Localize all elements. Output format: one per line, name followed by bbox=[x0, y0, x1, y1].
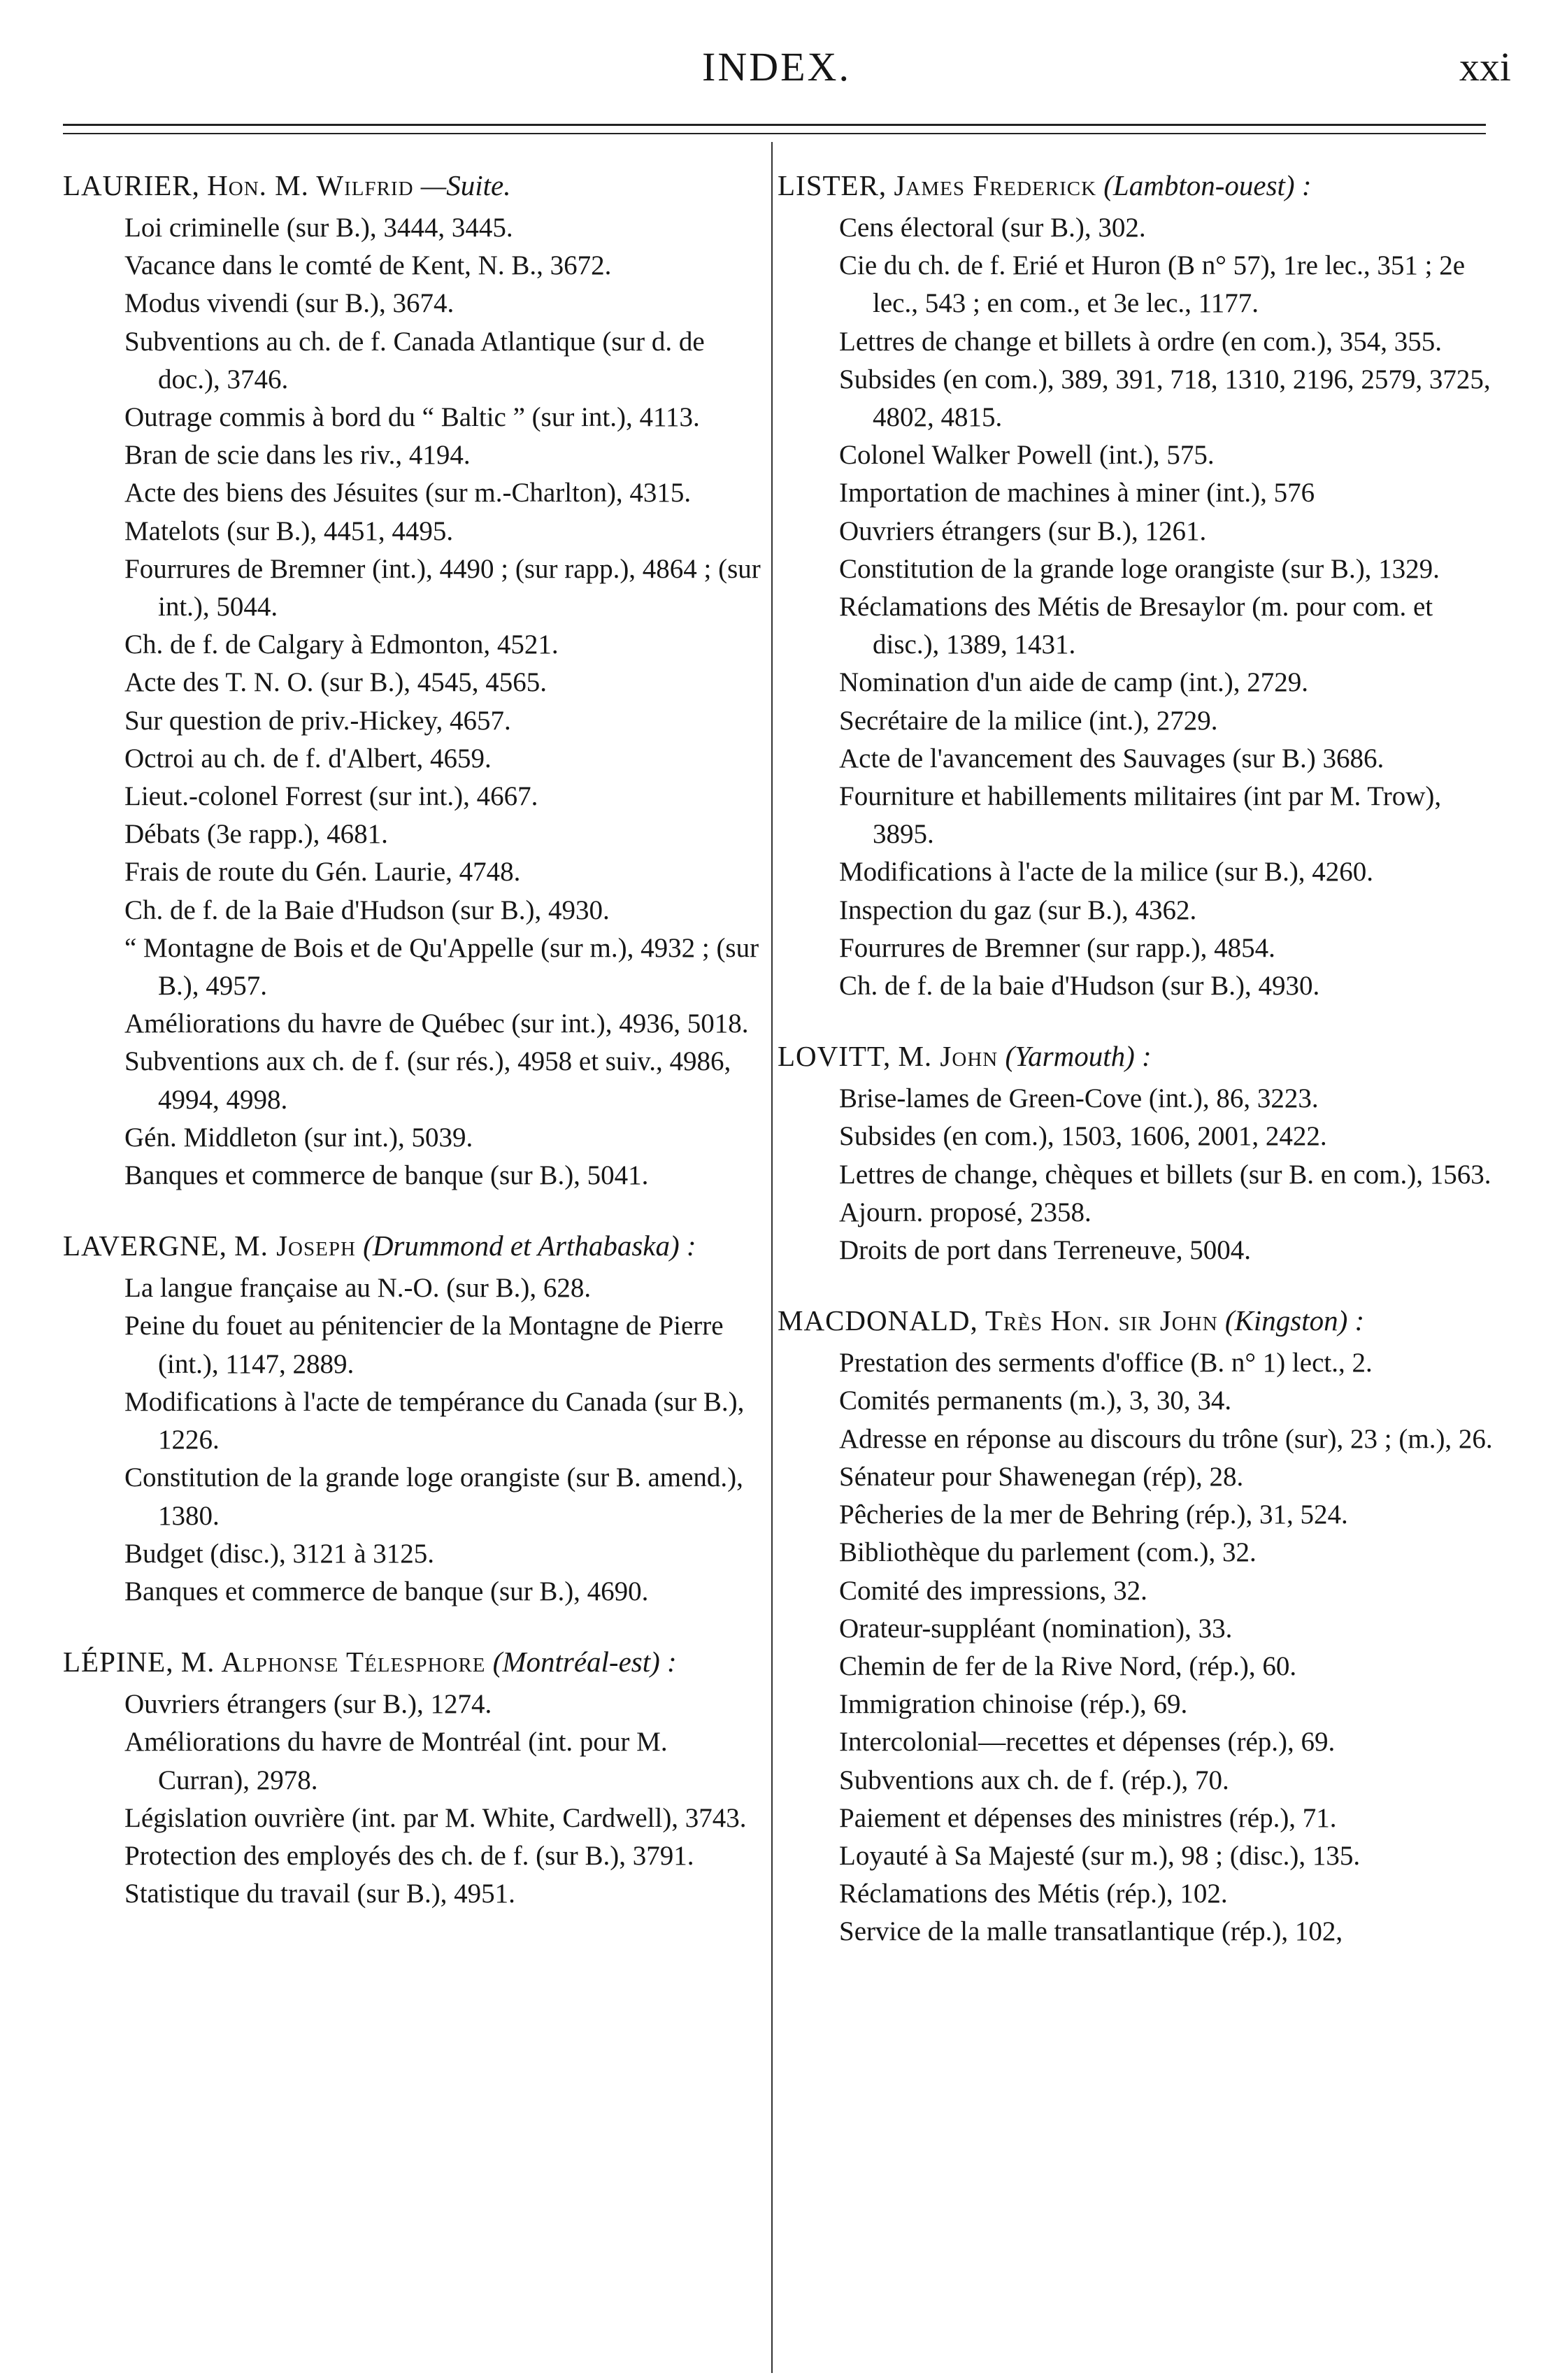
subentry: Adresse en réponse au discours du trône (sur), 23 ; (m.), 26. bbox=[839, 1423, 1493, 1454]
page-header bbox=[0, 43, 1553, 99]
entry-heading bbox=[778, 166, 1505, 205]
right-column bbox=[778, 166, 1505, 1983]
subentry: Outrage commis à bord du “ Baltic ” (sur int.), 4113. bbox=[124, 402, 700, 433]
subentry: Peine du fouet au pénitencier de la Montagne de Pierre (int.), 1147, 2889. bbox=[124, 1311, 724, 1379]
subentry: Constitution de la grande loge orangiste (sur B. amend.), 1380. bbox=[124, 1462, 743, 1531]
index-entry bbox=[778, 166, 1505, 1005]
subentry: Comité des impressions, 32. bbox=[839, 1575, 1147, 1606]
entry-subentries bbox=[778, 1344, 1505, 1951]
entry-name: LISTER, bbox=[778, 169, 887, 201]
index-entry bbox=[778, 1037, 1505, 1269]
subentry: Sur question de priv.-Hickey, 4657. bbox=[124, 705, 511, 736]
subentry: Statistique du travail (sur B.), 4951. bbox=[124, 1879, 515, 1909]
entry-riding: (Lambton-ouest) : bbox=[1103, 169, 1312, 201]
subentry: Immigration chinoise (rép.), 69. bbox=[839, 1689, 1188, 1720]
entry-heading bbox=[778, 1037, 1505, 1076]
entry-riding: (Montréal-est) : bbox=[492, 1646, 677, 1679]
entry-title: M. Alphonse Télesphore bbox=[180, 1646, 486, 1679]
entry-riding: (Drummond et Arthabaska) : bbox=[363, 1230, 696, 1262]
entry-name: MACDONALD, bbox=[778, 1304, 978, 1337]
subentry: Banques et commerce de banque (sur B.), 5041. bbox=[124, 1160, 649, 1191]
subentry: Constitution de la grande loge orangiste (sur B.), 1329. bbox=[839, 553, 1440, 584]
subentry: Secrétaire de la milice (int.), 2729. bbox=[839, 705, 1218, 736]
subentry: Importation de machines à miner (int.), 576 bbox=[839, 478, 1315, 508]
entry-name: LÉPINE, bbox=[63, 1646, 174, 1679]
subentry: Budget (disc.), 3121 à 3125. bbox=[124, 1538, 435, 1569]
subentry: Colonel Walker Powell (int.), 575. bbox=[839, 440, 1215, 471]
entry-subentries bbox=[778, 209, 1505, 1005]
entry-heading bbox=[63, 1227, 762, 1265]
left-column bbox=[63, 166, 762, 1945]
subentry: Lettres de change, chèques et billets (sur B. en com.), 1563. bbox=[839, 1159, 1491, 1190]
column-divider bbox=[771, 142, 773, 2373]
subentry: Service de la malle transatlantique (rép.), 102, bbox=[839, 1916, 1343, 1947]
subentry: Bibliothèque du parlement (com.), 32. bbox=[839, 1537, 1257, 1568]
subentry: Réclamations des Métis de Bresaylor (m. pour com. et disc.), 1389, 1431. bbox=[839, 592, 1433, 660]
subentry: Ouvriers étrangers (sur B.), 1274. bbox=[124, 1689, 492, 1720]
subentry: Loyauté à Sa Majesté (sur m.), 98 ; (disc.), 135. bbox=[839, 1840, 1361, 1871]
subentry: Intercolonial—recettes et dépenses (rép.), 69. bbox=[839, 1727, 1336, 1758]
subentry: Orateur-suppléant (nomination), 33. bbox=[839, 1613, 1233, 1644]
index-entry bbox=[778, 1302, 1505, 1951]
subentry: Comités permanents (m.), 3, 30, 34. bbox=[839, 1385, 1232, 1416]
entry-heading bbox=[778, 1302, 1505, 1340]
page-number: xxi bbox=[1459, 44, 1511, 90]
subentry: Droits de port dans Terreneuve, 5004. bbox=[839, 1235, 1251, 1266]
subentry: Acte des T. N. O. (sur B.), 4545, 4565. bbox=[124, 667, 548, 698]
subentry: Nomination d'un aide de camp (int.), 2729. bbox=[839, 667, 1308, 698]
entry-title: M. John bbox=[898, 1040, 999, 1073]
subentry: Octroi au ch. de f. d'Albert, 4659. bbox=[124, 743, 492, 774]
subentry: Lettres de change et billets à ordre (en com.), 354, 355. bbox=[839, 326, 1443, 357]
subentry: Améliorations du havre de Québec (sur int.), 4936, 5018. bbox=[124, 1009, 749, 1039]
subentry: Vacance dans le comté de Kent, N. B., 3672. bbox=[124, 250, 612, 281]
subentry: Subsides (en com.), 1503, 1606, 2001, 2422. bbox=[839, 1121, 1327, 1152]
subentry: “ Montagne de Bois et de Qu'Appelle (sur m.), 4932 ; (sur B.), 4957. bbox=[124, 932, 759, 1002]
entry-heading bbox=[63, 1643, 762, 1681]
entry-title: Hon. M. Wilfrid bbox=[207, 169, 414, 201]
subentry: Protection des employés des ch. de f. (sur B.), 3791. bbox=[124, 1840, 694, 1871]
entry-subentries bbox=[63, 1269, 762, 1611]
subentry: Frais de route du Gén. Laurie, 4748. bbox=[124, 857, 521, 888]
subentry: Fourrures de Bremner (int.), 4490 ; (sur rapp.), 4864 ; (sur int.), 5044. bbox=[124, 553, 761, 622]
entry-title: Très Hon. sir John bbox=[985, 1304, 1218, 1337]
subentry: Modifications à l'acte de la milice (sur B.), 4260. bbox=[839, 857, 1374, 888]
subentry: Fourrures de Bremner (sur rapp.), 4854. bbox=[839, 932, 1275, 963]
index-entry bbox=[63, 1643, 762, 1913]
entry-subentries bbox=[778, 1080, 1505, 1269]
entry-name: LAVERGNE, bbox=[63, 1230, 227, 1262]
subentry: Sénateur pour Shawenegan (rép), 28. bbox=[839, 1461, 1244, 1492]
entry-riding: (Yarmouth) : bbox=[1005, 1040, 1152, 1073]
subentry: Loi criminelle (sur B.), 3444, 3445. bbox=[124, 213, 513, 243]
subentry: Subventions au ch. de f. Canada Atlantique (sur d. de doc.), 3746. bbox=[124, 326, 705, 394]
index-entry bbox=[63, 1227, 762, 1611]
entry-name: LOVITT, bbox=[778, 1040, 892, 1073]
entry-title: James Frederick bbox=[894, 169, 1097, 201]
index-entry bbox=[63, 166, 762, 1195]
entry-title: M. Joseph bbox=[234, 1230, 356, 1262]
subentry: Ch. de f. de la baie d'Hudson (sur B.), 4930. bbox=[839, 971, 1320, 1002]
subentry: Banques et commerce de banque (sur B.), 4690. bbox=[124, 1576, 649, 1606]
subentry: Ajourn. proposé, 2358. bbox=[839, 1197, 1092, 1227]
subentry: Bran de scie dans les riv., 4194. bbox=[124, 440, 471, 471]
entry-subentries bbox=[63, 1686, 762, 1913]
subentry: Ch. de f. de Calgary à Edmonton, 4521. bbox=[124, 629, 559, 660]
entry-riding: —Suite. bbox=[420, 169, 511, 201]
subentry: Ouvriers étrangers (sur B.), 1261. bbox=[839, 515, 1207, 546]
subentry: Matelots (sur B.), 4451, 4495. bbox=[124, 515, 454, 546]
subentry: Acte de l'avancement des Sauvages (sur B.) 3686. bbox=[839, 743, 1384, 774]
subentry: La langue française au N.-O. (sur B.), 628. bbox=[124, 1273, 592, 1304]
subentry: Brise-lames de Green-Cove (int.), 86, 3223. bbox=[839, 1083, 1319, 1114]
subentry: Chemin de fer de la Rive Nord, (rép.), 60. bbox=[839, 1651, 1297, 1681]
subentry: Lieut.-colonel Forrest (sur int.), 4667. bbox=[124, 781, 538, 812]
subentry: Gén. Middleton (sur int.), 5039. bbox=[124, 1122, 473, 1153]
subentry: Modifications à l'acte de tempérance du Canada (sur B.), 1226. bbox=[124, 1386, 745, 1455]
subentry: Cens électoral (sur B.), 302. bbox=[839, 213, 1146, 243]
subentry: Paiement et dépenses des ministres (rép.), 71. bbox=[839, 1802, 1337, 1833]
subentry: Débats (3e rapp.), 4681. bbox=[124, 819, 388, 850]
subentry: Subventions aux ch. de f. (rép.), 70. bbox=[839, 1765, 1229, 1795]
entry-riding: (Kingston) : bbox=[1224, 1304, 1365, 1337]
subentry: Améliorations du havre de Montréal (int. pour M. Curran), 2978. bbox=[124, 1727, 668, 1795]
subentry: Réclamations des Métis (rép.), 102. bbox=[839, 1879, 1228, 1909]
subentry: Fourniture et habillements militaires (int par M. Trow), 3895. bbox=[839, 781, 1442, 850]
subentry: Législation ouvrière (int. par M. White, Cardwell), 3743. bbox=[124, 1802, 747, 1833]
subentry: Prestation des serments d'office (B. n° 1) lect., 2. bbox=[839, 1348, 1373, 1378]
header-rule-bottom bbox=[63, 133, 1486, 134]
subentry: Inspection du gaz (sur B.), 4362. bbox=[839, 895, 1197, 925]
subentry: Modus vivendi (sur B.), 3674. bbox=[124, 288, 455, 319]
subentry: Subsides (en com.), 389, 391, 718, 1310, 2196, 2579, 3725, 4802, 4815. bbox=[839, 364, 1491, 433]
subentry: Cie du ch. de f. Erié et Huron (B n° 57), 1re lec., 351 ; 2e lec., 543 ; en com., et 3e lec., 1177. bbox=[839, 250, 1466, 319]
entry-heading bbox=[63, 166, 762, 205]
subentry: Pêcheries de la mer de Behring (rép.), 31, 524. bbox=[839, 1499, 1348, 1530]
entry-name: LAURIER, bbox=[63, 169, 200, 201]
subentry: Ch. de f. de la Baie d'Hudson (sur B.), 4930. bbox=[124, 895, 610, 925]
subentry: Subventions aux ch. de f. (sur rés.), 4958 et suiv., 4986, 4994, 4998. bbox=[124, 1046, 731, 1115]
header-rule-top bbox=[63, 124, 1486, 126]
entry-subentries bbox=[63, 209, 762, 1195]
subentry: Acte des biens des Jésuites (sur m.-Charlton), 4315. bbox=[124, 478, 692, 508]
page-title: INDEX. bbox=[702, 44, 851, 90]
